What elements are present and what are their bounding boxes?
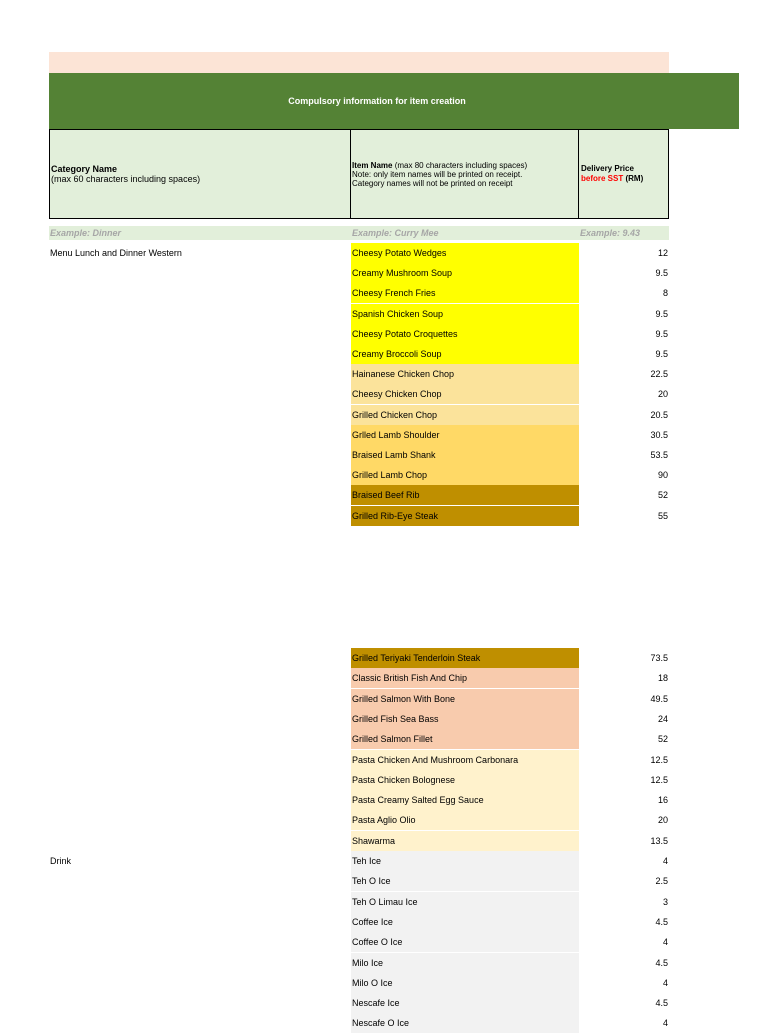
table-row	[49, 993, 669, 1013]
price-cell[interactable]: 13.5	[650, 835, 668, 846]
table-row	[49, 648, 669, 668]
item-name-cell[interactable]: Grilled Rib-Eye Steak	[351, 506, 579, 526]
item-name-cell[interactable]: Coffee Ice	[351, 912, 579, 932]
price-cell[interactable]: 20.5	[650, 409, 668, 420]
item-name-cell[interactable]: Classic British Fish And Chip	[351, 668, 579, 688]
price-cell[interactable]: 52	[657, 490, 668, 501]
price-cell[interactable]: 9.5	[655, 349, 668, 359]
price-cell[interactable]: 4.5	[655, 916, 668, 927]
item-name-cell[interactable]: Grilled Teriyaki Tenderloin Steak	[351, 648, 579, 668]
price-cell[interactable]: 8	[662, 288, 668, 299]
table-row	[49, 668, 669, 688]
item-name-cell[interactable]: Braised Beef Rib	[351, 485, 579, 505]
price-cell[interactable]: 20	[657, 815, 668, 826]
table-row	[49, 344, 669, 364]
price-cell[interactable]: 4.5	[655, 957, 668, 968]
category-header-note: (max 60 characters including spaces)	[51, 174, 201, 184]
price-cell[interactable]: 18	[657, 673, 668, 684]
item-name-cell[interactable]: Spanish Chicken Soup	[351, 304, 579, 324]
table-row	[49, 790, 669, 810]
example-category: Example: Dinner	[50, 228, 122, 238]
table-row	[49, 689, 669, 709]
price-cell[interactable]: 12	[657, 248, 668, 258]
table-row	[49, 1013, 669, 1033]
price-cell[interactable]: 4.5	[655, 998, 668, 1009]
price-cell[interactable]: 3	[662, 896, 668, 907]
table-row	[49, 405, 669, 425]
price-cell[interactable]: 24	[657, 713, 668, 724]
price-cell[interactable]: 49.5	[650, 693, 668, 704]
table-row	[49, 810, 669, 830]
price-cell[interactable]: 9.5	[655, 268, 668, 279]
item-name-cell[interactable]: Hainanese Chicken Chop	[351, 364, 579, 384]
item-name-cell[interactable]: Grilled Lamb Chop	[351, 465, 579, 485]
example-item: Example: Curry Mee	[352, 228, 439, 238]
item-name-cell[interactable]: Cheesy Potato Croquettes	[351, 324, 579, 344]
table-row	[49, 709, 669, 729]
price-cell[interactable]: 4	[662, 856, 668, 866]
price-cell[interactable]: 4	[662, 977, 668, 988]
item-name-cell[interactable]: Grlled Lamb Shoulder	[351, 425, 579, 445]
table-row	[49, 425, 669, 445]
item-header-title: Item Name	[352, 160, 393, 170]
price-cell[interactable]: 90	[657, 470, 668, 481]
item-column-header[interactable]	[351, 129, 579, 219]
price-header-title: Delivery Price	[581, 164, 634, 173]
item-name-cell[interactable]: Pasta Chicken And Mushroom Carbonara	[351, 750, 579, 770]
table-row	[49, 892, 669, 912]
price-cell[interactable]: 16	[657, 795, 668, 806]
example-price: Example: 9.43	[580, 228, 641, 238]
item-header-note2: Note: only item names will be printed on receipt.	[352, 169, 523, 179]
price-column-header[interactable]	[578, 129, 669, 219]
table-row	[49, 871, 669, 891]
table-row	[49, 384, 669, 404]
table-row	[49, 283, 669, 303]
table-row	[49, 485, 669, 505]
category-cell[interactable]: Menu Lunch and Dinner Western	[50, 248, 182, 258]
price-cell[interactable]: 53.5	[650, 450, 668, 460]
table-row	[49, 506, 669, 526]
table-row	[49, 364, 669, 384]
price-cell[interactable]: 20	[657, 389, 668, 400]
sheet-title: Compulsory information for item creation	[288, 96, 466, 106]
table-row	[49, 750, 669, 770]
table-row	[49, 831, 669, 851]
table-row	[49, 953, 669, 973]
item-name-cell[interactable]: Grilled Fish Sea Bass	[351, 709, 579, 729]
item-name-cell[interactable]: Cheesy French Fries	[351, 283, 579, 303]
category-header-title: Category Name	[51, 164, 118, 174]
table-row	[49, 243, 669, 263]
item-name-cell[interactable]: Cheesy Potato Wedges	[351, 243, 579, 263]
item-name-cell[interactable]: Pasta Creamy Salted Egg Sauce	[351, 790, 579, 810]
category-column-header[interactable]	[49, 129, 351, 219]
item-name-cell[interactable]: Grilled Salmon With Bone	[351, 689, 579, 709]
price-cell[interactable]: 30.5	[650, 429, 668, 440]
price-header-sst: before SST	[581, 174, 624, 183]
item-name-cell[interactable]: Milo O Ice	[351, 973, 579, 993]
price-cell[interactable]: 12.5	[650, 754, 668, 765]
table-row	[49, 465, 669, 485]
price-cell[interactable]: 52	[657, 734, 668, 745]
item-name-cell[interactable]: Creamy Broccoli Soup	[351, 344, 579, 364]
item-name-cell[interactable]: Braised Lamb Shank	[351, 445, 579, 465]
table-row	[49, 304, 669, 324]
table-row	[49, 912, 669, 932]
item-name-cell[interactable]: Pasta Aglio Olio	[351, 810, 579, 830]
price-cell[interactable]: 12.5	[650, 774, 668, 785]
table-row	[49, 263, 669, 283]
price-cell[interactable]: 55	[657, 510, 668, 521]
example-row	[49, 226, 669, 240]
item-name-cell[interactable]: Cheesy Chicken Chop	[351, 384, 579, 404]
category-cell[interactable]: Drink	[50, 856, 72, 866]
item-name-cell[interactable]: Teh O Ice	[351, 871, 579, 891]
table-row	[49, 324, 669, 344]
item-name-cell[interactable]: Grilled Salmon Fillet	[351, 729, 579, 749]
price-cell[interactable]: 73.5	[650, 653, 668, 663]
item-header-note1: (max 80 characters including spaces)	[394, 160, 528, 170]
item-name-cell[interactable]: Grilled Chicken Chop	[351, 405, 579, 425]
price-cell[interactable]: 2.5	[655, 876, 668, 887]
price-cell[interactable]: 4	[662, 937, 668, 948]
item-name-cell[interactable]: Coffee O Ice	[351, 932, 579, 952]
item-name-cell[interactable]: Teh O Limau Ice	[351, 892, 579, 912]
table-row	[49, 973, 669, 993]
item-name-cell[interactable]: Teh Ice	[351, 851, 579, 871]
price-header-unit: (RM)	[625, 174, 644, 183]
table-row	[49, 445, 669, 465]
table-row	[49, 932, 669, 952]
price-header-line2	[581, 174, 668, 184]
title-bar	[49, 73, 739, 129]
table-row	[49, 729, 669, 749]
price-cell[interactable]: 9.5	[655, 328, 668, 339]
item-name-cell[interactable]: Milo Ice	[351, 953, 579, 973]
item-name-cell[interactable]: Nescafe O Ice	[351, 1013, 579, 1033]
item-name-cell[interactable]: Shawarma	[351, 831, 579, 851]
price-cell[interactable]: 9.5	[655, 308, 668, 319]
table-row	[49, 770, 669, 790]
item-header-line1	[352, 161, 578, 170]
item-header-note3: Category names will not be printed on receipt	[352, 178, 513, 188]
item-name-cell[interactable]: Pasta Chicken Bolognese	[351, 770, 579, 790]
item-name-cell[interactable]: Nescafe Ice	[351, 993, 579, 1013]
table-row	[49, 851, 669, 871]
header-top-band	[49, 52, 669, 73]
price-cell[interactable]: 22.5	[650, 369, 668, 380]
item-name-cell[interactable]: Creamy Mushroom Soup	[351, 263, 579, 283]
price-cell[interactable]: 4	[662, 1018, 668, 1029]
